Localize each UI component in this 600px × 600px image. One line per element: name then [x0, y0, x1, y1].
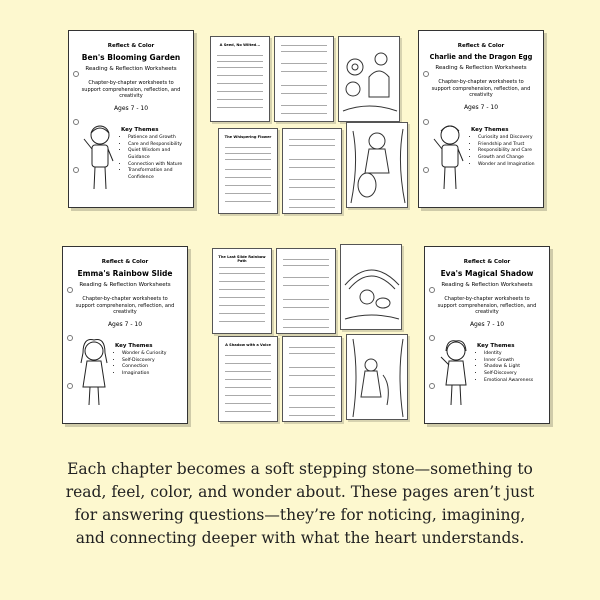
theme-item: • Inner Growth: [484, 358, 533, 365]
caption-line: and connecting deeper with what the heart understands.: [75, 529, 525, 547]
shadow-forest-coloring-art: [347, 335, 408, 420]
worksheet-page: [210, 36, 270, 122]
key-themes: [115, 343, 166, 378]
cover-ages: Ages 7 - 10: [463, 103, 499, 111]
theme-item: • Growth and Change: [478, 155, 535, 162]
key-themes: [477, 343, 533, 384]
binder-hole: [429, 383, 435, 389]
binder-hole: [73, 167, 79, 173]
key-themes-heading: Key Themes: [115, 343, 153, 349]
worksheet-page: [282, 336, 342, 422]
worksheet-page: [282, 128, 342, 214]
theme-item: • Imagination: [122, 371, 166, 378]
theme-item: • Friendship and Trust: [478, 142, 535, 149]
theme-item: • Responsibility and Care: [478, 148, 535, 155]
worksheet-page: [212, 248, 272, 334]
cover-title: Emma's Rainbow Slide: [77, 269, 173, 278]
theme-item: • Connection: [122, 364, 166, 371]
key-themes-heading: Key Themes: [121, 127, 159, 133]
binder-hole: [67, 383, 73, 389]
cover-charlie-dragon-egg: [418, 30, 544, 208]
girl-illustration: [437, 337, 475, 409]
coloring-page: [346, 334, 408, 420]
cover-subtitle: Reading & Reflection Worksheets: [85, 66, 177, 72]
worksheet-page: [276, 248, 336, 334]
theme-item: • Self-Discovery: [484, 371, 533, 378]
cover-ages: Ages 7 - 10: [107, 320, 143, 328]
worksheet-title: The Last Slide Rainbow Path: [218, 255, 266, 263]
theme-item: • Identity: [484, 351, 533, 358]
boy-illustration: [81, 121, 119, 193]
binder-hole: [429, 335, 435, 341]
caption-line: for answering questions—they’re for noticing, imagining,: [74, 506, 526, 524]
coloring-page: [340, 244, 402, 330]
key-themes-heading: Key Themes: [471, 127, 509, 133]
theme-item: • Shadow & Light: [484, 364, 533, 371]
coloring-page: [346, 122, 408, 208]
cover-brand: Reflect & Color: [101, 259, 149, 265]
theme-item: • Patience and Growth: [128, 135, 193, 142]
theme-item: • Connection with Nature: [128, 162, 193, 169]
coloring-page: [338, 36, 400, 122]
theme-item: • Self-Discovery: [122, 358, 166, 365]
theme-item: • Wonder & Curiosity: [122, 351, 166, 358]
binder-hole: [429, 287, 435, 293]
worksheet-page: [218, 336, 278, 422]
binder-hole: [73, 119, 79, 125]
theme-item: • Curiosity and Discovery: [478, 135, 535, 142]
cover-brand: Reflect & Color: [457, 43, 505, 49]
cover-subtitle: Reading & Reflection Worksheets: [441, 282, 533, 288]
cover-description: Chapter-by-chapter worksheets to support comprehension, reflection, and creativity: [81, 80, 181, 99]
binder-hole: [67, 287, 73, 293]
cover-ages: Ages 7 - 10: [113, 104, 149, 112]
key-themes-heading: Key Themes: [477, 343, 515, 349]
binder-hole: [423, 167, 429, 173]
binder-hole: [423, 71, 429, 77]
girl-illustration: [75, 337, 113, 409]
cover-brand: Reflect & Color: [107, 43, 155, 49]
binder-hole: [73, 71, 79, 77]
theme-item: • Emotional Awareness: [484, 378, 533, 385]
cover-ages: Ages 7 - 10: [469, 320, 505, 328]
caption-text: [40, 458, 560, 550]
cover-description: Chapter-by-chapter worksheets to support comprehension, reflection, and creativity: [75, 296, 175, 315]
key-themes: [471, 127, 535, 168]
worksheet-page: [218, 128, 278, 214]
worksheet-title: A Seed, No Wilted...: [219, 43, 261, 47]
theme-item: • Quiet Wisdom and Guidance: [128, 148, 193, 161]
theme-item: • Wonder and Imagination: [478, 162, 535, 169]
cover-emmas-rainbow-slide: [62, 246, 188, 424]
boy-illustration: [431, 121, 469, 193]
dragon-egg-coloring-art: [347, 123, 408, 208]
cover-title: Charlie and the Dragon Egg: [429, 53, 533, 61]
cover-subtitle: Reading & Reflection Worksheets: [435, 65, 527, 71]
cover-bens-blooming-garden: [68, 30, 194, 208]
worksheet-title: The Whispering Flower: [224, 135, 272, 139]
binder-hole: [67, 335, 73, 341]
theme-item: • Care and Responsibility: [128, 142, 193, 149]
cover-description: Chapter-by-chapter worksheets to support comprehension, reflection, and creativity: [437, 296, 537, 315]
worksheet-page: [274, 36, 334, 122]
rainbow-slide-coloring-art: [341, 245, 402, 330]
cover-subtitle: Reading & Reflection Worksheets: [79, 282, 171, 288]
key-themes: [121, 127, 193, 182]
cover-brand: Reflect & Color: [463, 259, 511, 265]
cover-description: Chapter-by-chapter worksheets to support comprehension, reflection, and creativity: [431, 79, 531, 98]
caption-line: read, feel, color, and wonder about. These pages aren’t just: [65, 483, 535, 501]
cover-evas-magical-shadow: [424, 246, 550, 424]
binder-hole: [423, 119, 429, 125]
caption-line: Each chapter becomes a soft stepping stone—something to: [67, 460, 533, 478]
worksheet-title: A Shadow with a Voice: [225, 343, 271, 347]
theme-item: • Transformation and Confidence: [128, 168, 193, 181]
cover-title: Ben's Blooming Garden: [81, 53, 181, 62]
garden-coloring-art: [339, 37, 400, 122]
cover-title: Eva's Magical Shadow: [440, 269, 534, 278]
